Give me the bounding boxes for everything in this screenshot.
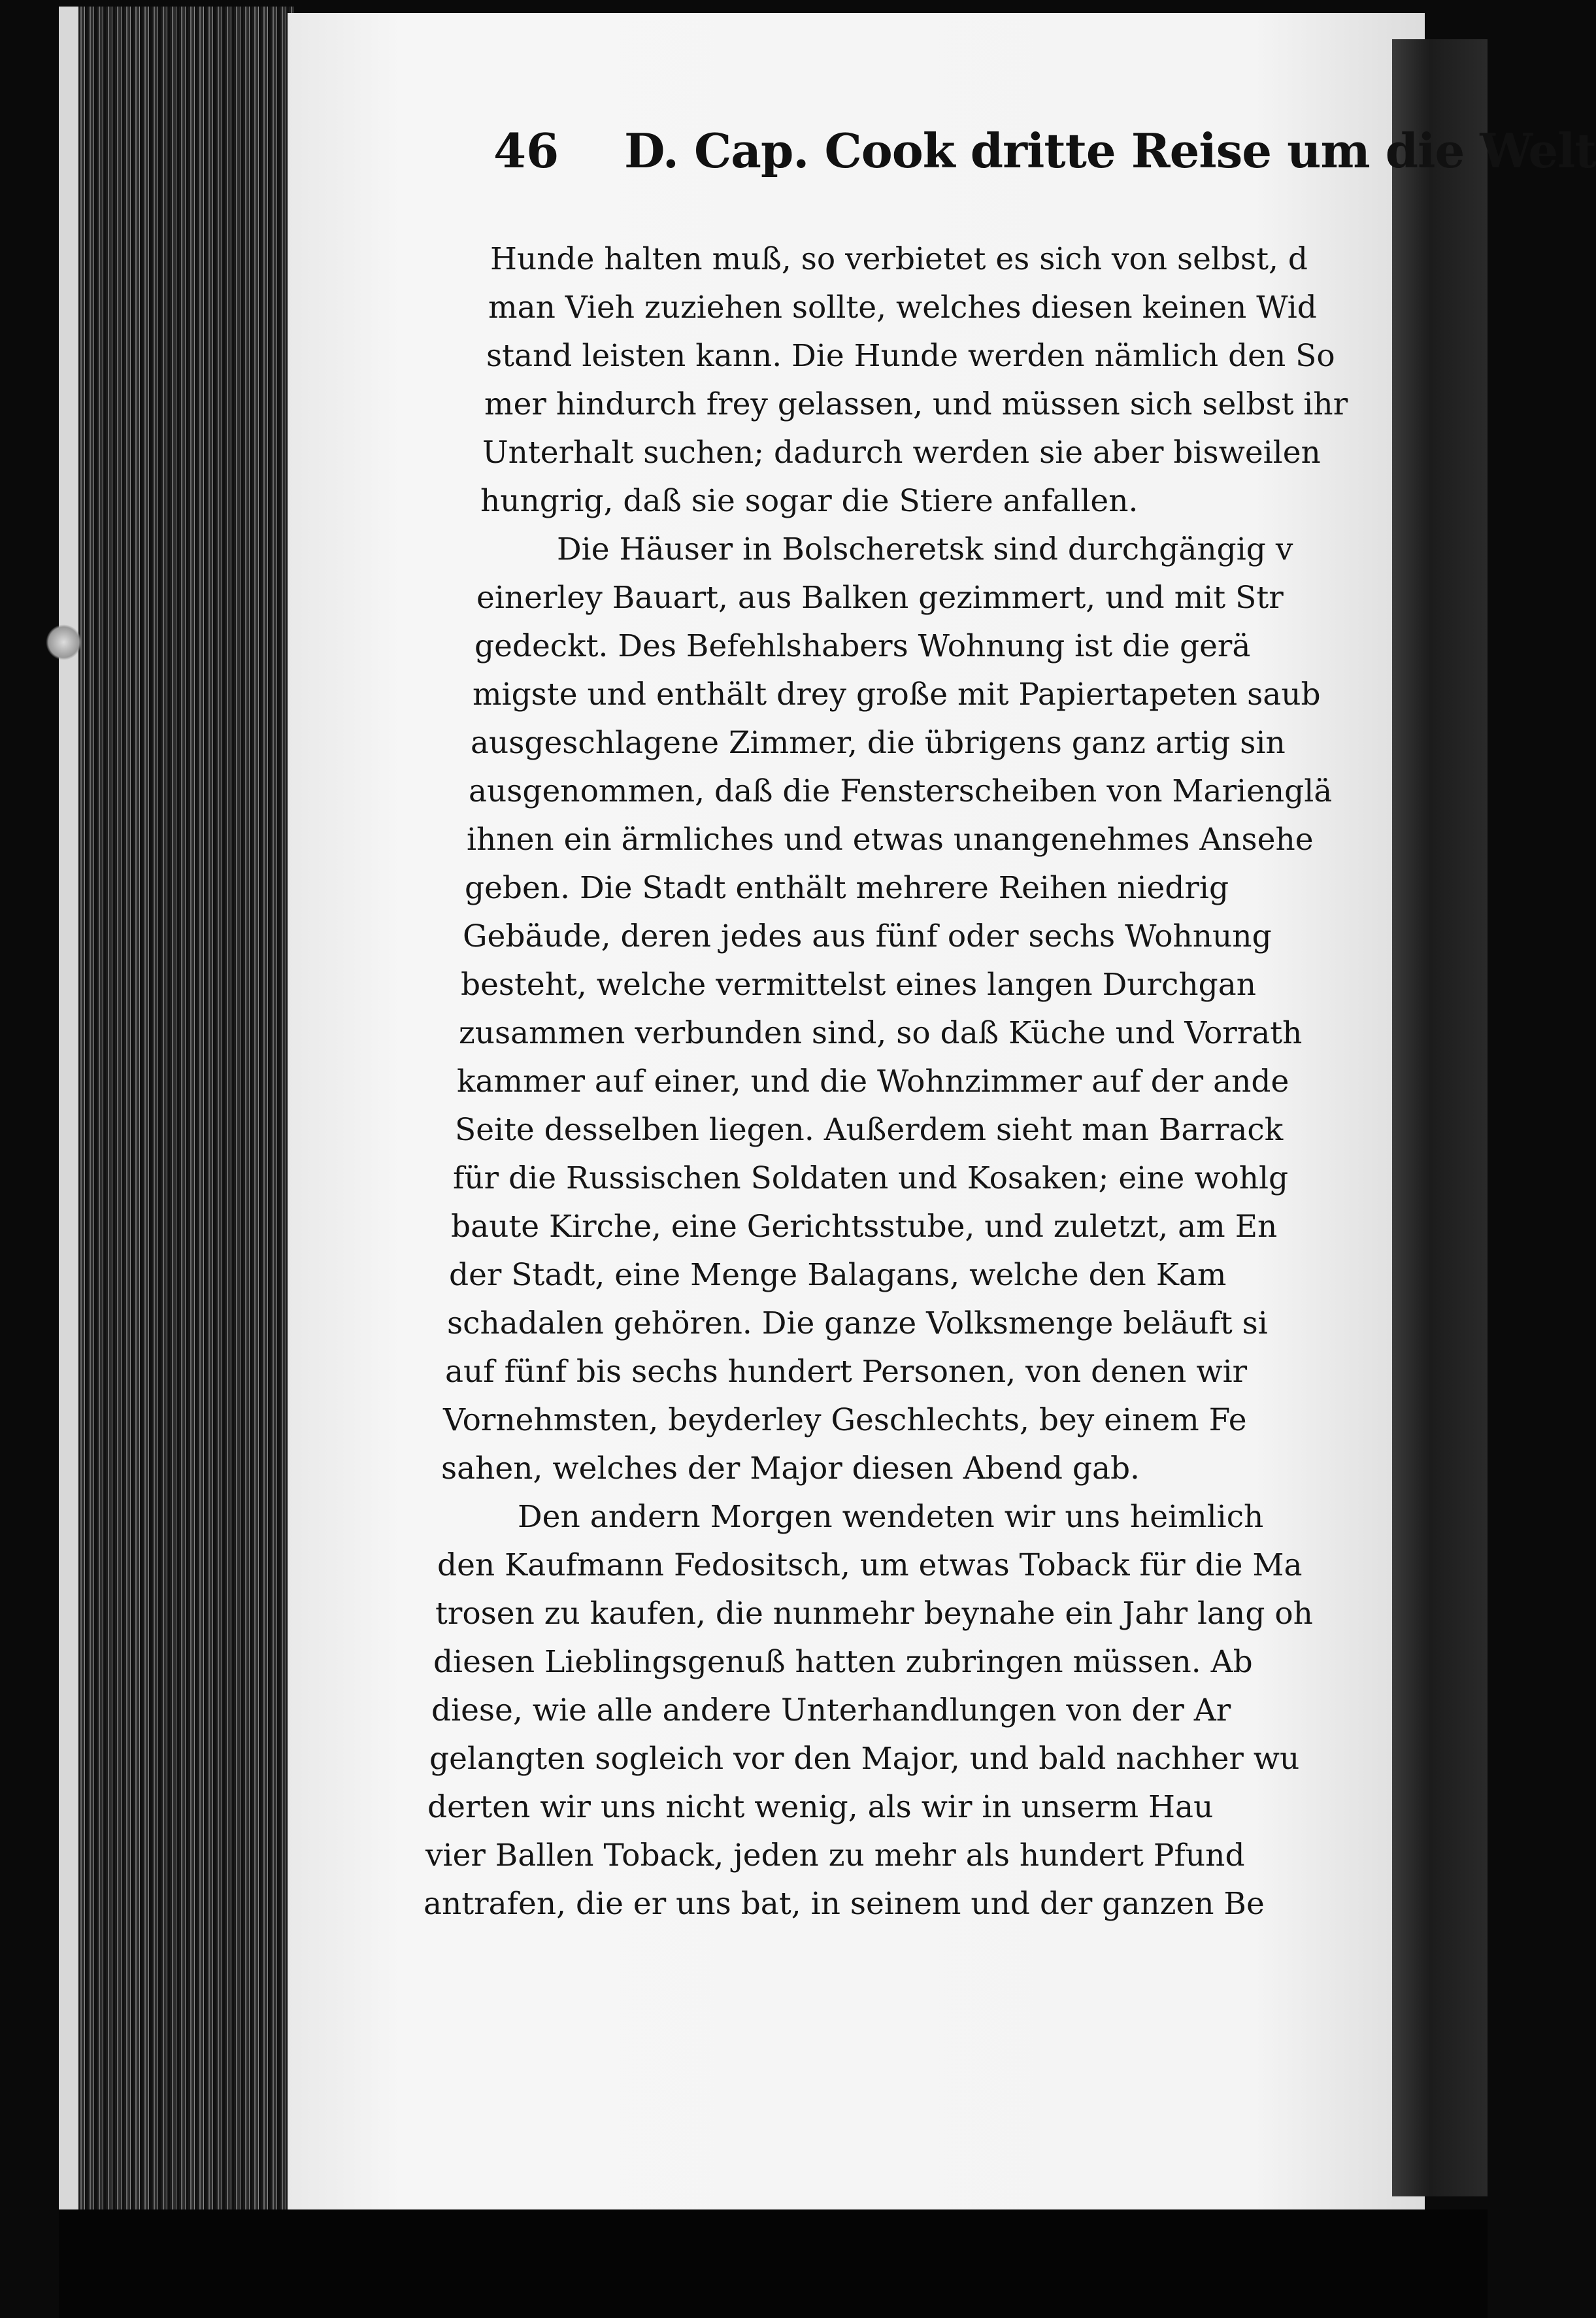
text-line: Seite desselben liegen. Außerdem sieht man Barrack (455, 1112, 1284, 1148)
text-line: Gebäude, deren jedes aus fünf oder sechs Wohnung (463, 918, 1272, 954)
text-line: ihnen ein ärmliches und etwas unangenehmes Ansehe (467, 822, 1314, 858)
text-line: stand leisten kann. Die Hunde werden nämlich den So (486, 338, 1335, 374)
running-title: D. Cap. Cook dritte Reise um die Welt (624, 123, 1596, 178)
text-line: sahen, welches der Major diesen Abend gab. (441, 1451, 1140, 1487)
bottom-shadow (59, 2209, 1488, 2318)
text-line: antrafen, die er uns bat, in seinem und der ganzen Be (424, 1886, 1265, 1922)
paper-stain (46, 624, 82, 660)
text-line: der Stadt, eine Menge Balagans, welche den Kam (449, 1257, 1227, 1293)
text-line: besteht, welche vermittelst eines langen Durchgan (461, 967, 1256, 1003)
text-line: gelangten sogleich vor den Major, und bald nachher wu (429, 1741, 1300, 1777)
text-line: ausgeschlagene Zimmer, die übrigens ganz artig sin (471, 725, 1286, 761)
text-line: mer hindurch frey gelassen, und müssen sich selbst ihr (484, 386, 1348, 422)
text-line: schadalen gehören. Die ganze Volksmenge beläuft si (447, 1305, 1268, 1341)
body-text (425, 235, 1405, 1928)
text-line: vier Ballen Toback, jeden zu mehr als hundert Pfund (425, 1838, 1245, 1873)
text-line: ausgenommen, daß die Fensterscheiben von Marienglä (469, 773, 1333, 809)
text-line: diesen Lieblingsgenuß hatten zubringen müssen. Ab (433, 1644, 1253, 1680)
next-page-edge (1392, 39, 1488, 2196)
text-line: zusammen verbunden sind, so daß Küche und Vorrath (459, 1015, 1303, 1051)
text-line: trosen zu kaufen, die nunmehr beynahe ein Jahr lang oh (435, 1596, 1313, 1632)
text-line: für die Russischen Soldaten und Kosaken; eine wohlg (453, 1160, 1289, 1196)
text-line: auf fünf bis sechs hundert Personen, von denen wir (445, 1354, 1248, 1390)
text-line: derten wir uns nicht wenig, als wir in unserm Hau (427, 1789, 1214, 1825)
text-line: Unterhalt suchen; dadurch werden sie aber bisweilen (482, 435, 1321, 471)
page-header (493, 118, 1596, 196)
text-line: den Kaufmann Fedositsch, um etwas Toback für die Ma (437, 1547, 1303, 1583)
page-number: 46 (493, 123, 559, 178)
text-line: einerley Bauart, aus Balken gezimmert, und mit Str (476, 580, 1284, 616)
paragraph-start-line: Die Häuser in Bolscheretsk sind durchgängig v (557, 531, 1293, 567)
text-line: gedeckt. Des Befehlshabers Wohnung ist die gerä (474, 628, 1251, 664)
text-line: man Vieh zuziehen sollte, welches diesen keinen Wid (488, 290, 1317, 326)
book-gutter-shadow (78, 7, 294, 2229)
text-line: Vornehmsten, beyderley Geschlechts, bey einem Fe (443, 1402, 1247, 1438)
paragraph-start-line: Den andern Morgen wendeten wir uns heimlich (518, 1499, 1264, 1535)
text-line: geben. Die Stadt enthält mehrere Reihen niedrig (465, 870, 1229, 906)
text-line: Hunde halten muß, so verbietet es sich von selbst, d (490, 241, 1308, 277)
text-line: kammer auf einer, und die Wohnzimmer auf der ande (457, 1064, 1289, 1100)
text-line: migste und enthält drey große mit Papiertapeten saub (473, 677, 1321, 713)
text-line: baute Kirche, eine Gerichtsstube, und zuletzt, am En (451, 1209, 1278, 1245)
text-line: hungrig, daß sie sogar die Stiere anfallen. (480, 483, 1139, 519)
text-line: diese, wie alle andere Unterhandlungen von der Ar (431, 1692, 1231, 1728)
